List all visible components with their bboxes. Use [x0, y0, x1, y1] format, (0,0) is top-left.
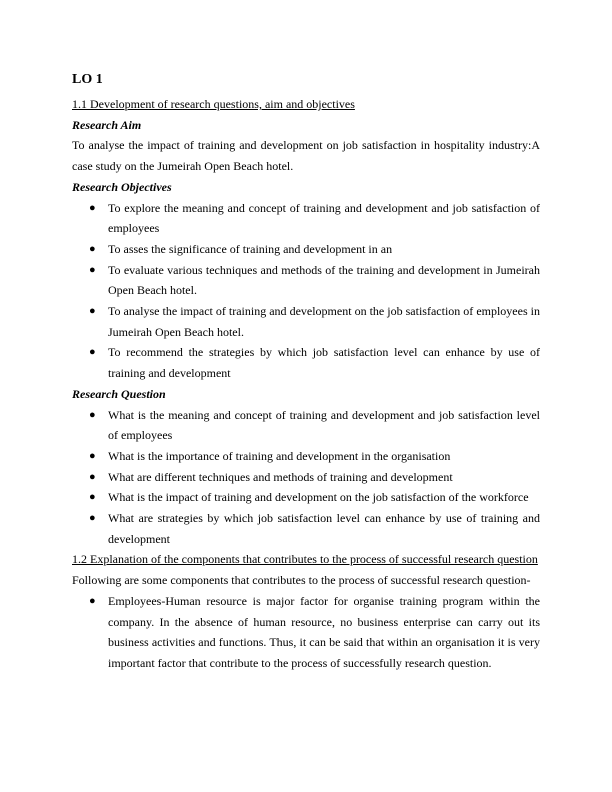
list-item: [72, 487, 540, 508]
list-item: [72, 260, 540, 301]
bullet-icon: ●: [89, 449, 96, 462]
bullet-icon: ●: [89, 491, 96, 504]
list-item: [72, 508, 540, 549]
research-question-label: Research Question: [72, 386, 166, 401]
list-item: [72, 239, 540, 260]
objectives-list: [72, 198, 540, 384]
objective-text: To recommend the strategies by which job satisfaction level can enhance by use of training and development: [108, 345, 540, 381]
page-heading: LO 1: [72, 72, 103, 87]
list-item: [72, 405, 540, 446]
bullet-icon: ●: [89, 408, 96, 421]
bullet-icon: ●: [89, 512, 96, 525]
bullet-icon: ●: [89, 201, 96, 214]
list-item: [72, 467, 540, 488]
research-aim-text: To analyse the impact of training and development on job satisfaction in hospitality industry:A case study on the Jumeirah Open Beach hotel.: [72, 138, 540, 174]
list-item: [72, 198, 540, 239]
objective-text: To analyse the impact of training and development on the job satisfaction of employees in Jumeirah Open Beach hotel.: [108, 304, 540, 339]
objective-text: To explore the meaning and concept of training and development and job satisfaction of employees: [108, 200, 540, 236]
research-aim-label: Research Aim: [72, 117, 142, 132]
component-text: Employees-Human resource is major factor for organise training program within the company. In the absence of human resource, no business enterprise can carry out its business activities and functions. Thus, it can be said that within an organisation it is very important factor that contribute to the process of successfully research question.: [108, 593, 540, 670]
bullet-icon: ●: [89, 305, 96, 318]
section-1-2-title: 1.2 Explanation of the components that contributes to the process of successful research question: [72, 552, 538, 567]
components-list: [72, 591, 540, 674]
question-text: What are strategies by which job satisfaction level can enhance by use of training and development: [108, 511, 540, 546]
bullet-icon: ●: [89, 346, 96, 359]
document-page: [72, 70, 540, 674]
section-1-1-title: 1.1 Development of research questions, aim and objectives: [72, 97, 355, 111]
list-item: [72, 591, 540, 674]
question-text: What is the impact of training and development on the job satisfaction of the workforce: [108, 490, 529, 505]
list-item: [72, 301, 540, 342]
list-item: [72, 446, 540, 467]
objective-text: To asses the significance of training and development in an: [108, 241, 393, 256]
objective-text: To evaluate various techniques and methods of the training and development in Jumeirah Open Beach hotel.: [108, 262, 540, 298]
bullet-icon: ●: [89, 242, 96, 255]
question-text: What is the importance of training and development in the organisation: [108, 448, 451, 463]
questions-list: [72, 405, 540, 550]
list-item: [72, 342, 540, 383]
question-text: What are different techniques and methods of training and development: [108, 469, 453, 484]
section-1-2-intro: Following are some components that contributes to the process of successful research question-: [72, 573, 531, 588]
bullet-icon: ●: [89, 470, 96, 483]
bullet-icon: ●: [89, 594, 96, 607]
research-objectives-label: Research Objectives: [72, 179, 172, 194]
bullet-icon: ●: [89, 263, 96, 276]
question-text: What is the meaning and concept of training and development and job satisfaction level of employees: [108, 407, 540, 443]
